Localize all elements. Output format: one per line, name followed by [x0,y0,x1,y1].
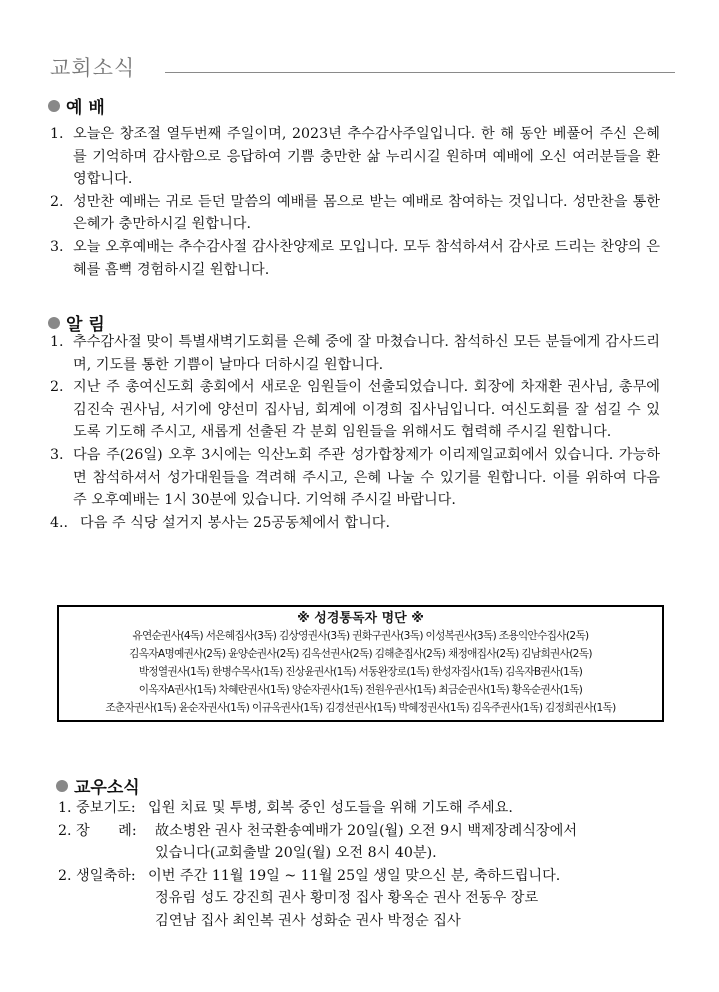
funeral-row [58,820,668,843]
page-title: 교회소식 [50,56,136,80]
item-text: 다음 주 식당 설거지 봉사는 25공동체에서 합니다. [80,514,391,531]
prayer-row [58,797,668,820]
item-number: 2. [50,379,64,396]
prayer-label: 1. 중보기도: [58,800,136,816]
funeral-text: 故소병완 권사 천국환송예배가 20일(월) 오전 9시 백제장례식장에서 [155,822,578,839]
bible-readers-line: 이옥자A권사(1독) 차혜란권사(1독) 양순자권사(1독) 전원우권사(1독) 최금순권사(1독) 황옥순권사(1독) [138,684,583,696]
bullet-dot-icon [56,780,68,792]
list-item [50,512,660,535]
congregation-news-heading [56,773,140,798]
list-item [50,123,660,191]
prayer-text: 입원 치료 및 투병, 회복 중인 성도들을 위해 기도해 주세요. [148,800,513,816]
congregation-news-list [58,797,668,933]
worship-heading-label: 예 배 [66,98,105,118]
list-item [50,444,660,512]
birthday-text: 이번 주간 11월 19일 ~ 11월 25일 생일 맞으신 분, 축하드립니다. [148,867,561,884]
list-item [50,331,660,376]
bible-readers-line: 박정열권사(1독) 한병수목사(1독) 진상윤권사(1독) 서동완장로(1독) 한성자집사(1독) 김옥자B권사(1독) [138,666,583,678]
bible-readers-line: 유연순권사(4독) 서은혜집사(3독) 김상영권사(3독) 권화구권사(3독) 이성복권사(3독) 조용익안수집사(2독) [132,630,589,642]
funeral-label: 2. 장 례: [58,822,137,839]
item-text: 추수감사절 맞이 특별새벽기도회를 은혜 중에 잘 마쳤습니다. 참석하신 모든 분들에게 감사드리며, 기도를 통한 기쁨이 날마다 더하시길 원합니다. [73,334,660,373]
bullet-dot-icon [48,317,60,329]
item-number: 2. [50,193,64,210]
funeral-text: 있습니다(교회출발 20일(월) 오전 8시 40분). [155,845,437,862]
notices-heading-label: 알 림 [66,315,105,335]
item-text: 다음 주(26일) 오후 3시에는 익산노회 주관 성가합창제가 이리제일교회에서 있습니다. 가능하면 참석하셔서 성가대원들을 격려해 주시고, 은혜 나눌 수 있기를 원합니다. 이를 위하여 다음 주 오후예배는 1시 30분에 있습니다. 기억해 주시길 바랍니다. [73,446,660,509]
bible-readers-line: 김옥자A명예권사(2독) 윤양순권사(2독) 김옥선권사(2독) 김해춘집사(2독) 채정애집사(2독) 김남희권사(2독) [129,648,592,660]
item-number: 1. [50,126,64,142]
bible-readers-title: ※ 성경통독자 명단 ※ [297,611,424,626]
list-item [50,236,660,281]
birthday-names: 정유림 성도 강진희 권사 황미정 집사 황옥순 권사 전동우 장로 [155,890,539,907]
item-text: 오늘 오후예배는 추수감사절 감사찬양제로 모입니다. 모두 참석하셔서 감사로 드리는 찬양의 은혜를 흠뻑 경험하시길 원합니다. [73,238,660,278]
birthday-names-row [58,910,668,933]
list-item [50,191,660,236]
indent-spacer [58,842,155,865]
birthday-row [58,865,668,888]
birthday-names-row [58,887,668,910]
indent-spacer [58,887,155,910]
item-number: 3. [50,446,64,463]
worship-list [50,123,660,281]
item-number: 3. [50,238,64,255]
birthday-label: 2. 생일축하: [58,867,136,884]
item-text: 오늘은 창조절 열두번째 주일이며, 2023년 추수감사주일입니다. 한 해 동안 베풀어 주신 은혜를 기억하며 감사함으로 응답하여 기쁨 충만한 삶 누리시길 원하며 예배에 오신 여러분들을 환영합니다. [73,126,660,188]
birthday-names: 김연남 집사 최인복 권사 성화순 권사 박정순 집사 [155,912,461,929]
item-text: 성만찬 예배는 귀로 듣던 말씀의 예배를 몸으로 받는 예배로 참여하는 것입니다. 성만찬을 통한 은혜가 충만하시길 원합니다. [73,193,660,233]
worship-heading [48,93,105,118]
list-item [50,376,660,444]
item-number: 4.. [50,514,69,531]
bible-readers-box [57,605,664,722]
indent-spacer [58,910,155,933]
bullet-dot-icon [48,100,60,112]
item-text: 지난 주 총여신도회 총회에서 새로운 임원들이 선출되었습니다. 회장에 차재환 권사님, 총무에 김진숙 권사님, 서기에 양선미 집사님, 회계에 이경희 집사님입니다. 여신도회를 잘 섬길 수 있도록 기도해 주시고, 새롭게 선출된 각 분회 임원들을 위해서도 협력해 주시길 원합니다. [73,379,660,441]
funeral-row-continued [58,842,668,865]
notices-list [50,331,660,534]
bible-readers-line: 조춘자권사(1독) 윤순자권사(1독) 이규옥권사(1독) 김경선권사(1독) 박혜정권사(1독) 김옥주권사(1독) 김정희권사(1독) [105,702,616,714]
item-number: 1. [50,334,64,350]
title-rule [165,72,675,73]
congregation-news-heading-label: 교우소식 [74,778,140,798]
